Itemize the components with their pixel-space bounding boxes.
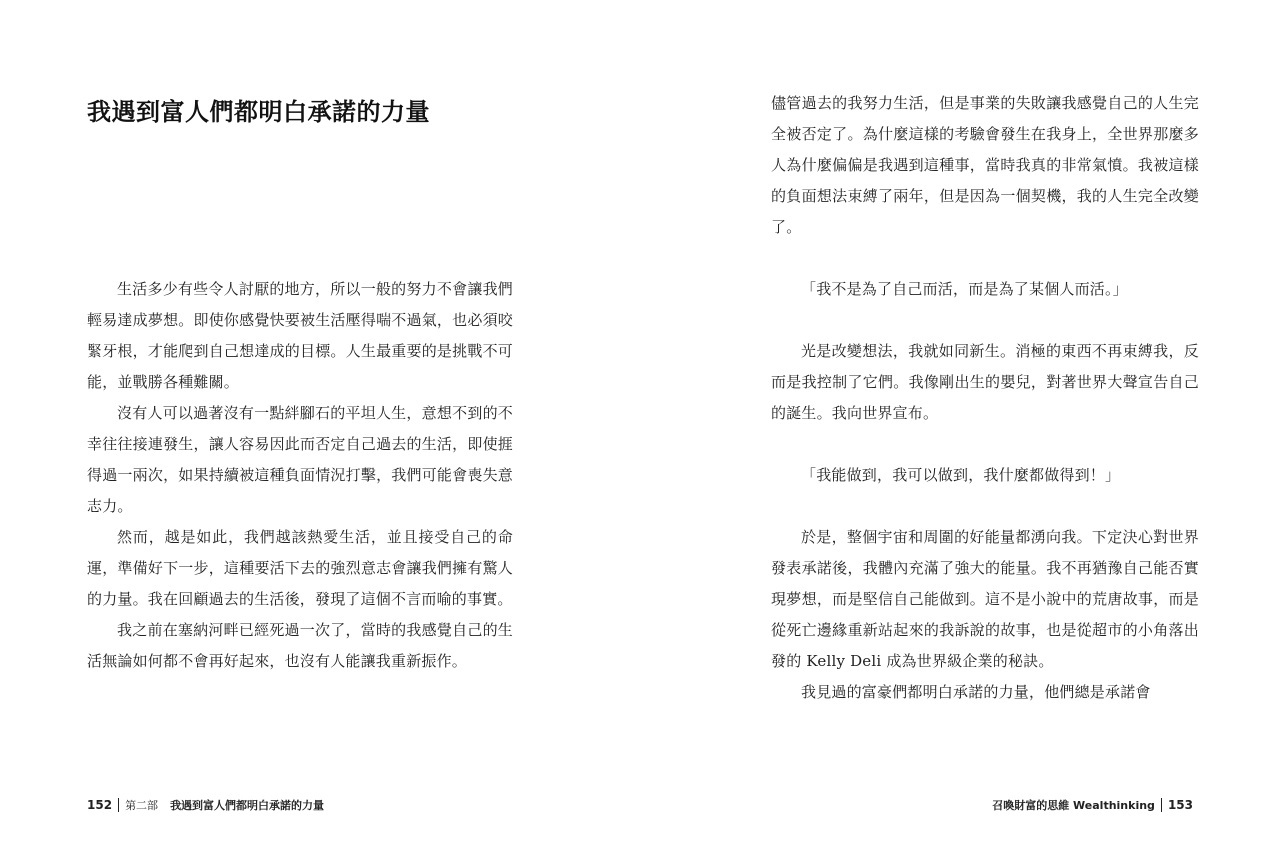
quote: 「我不是為了自己而活，而是為了某個人而活。」 <box>801 280 1128 298</box>
paragraph-gap <box>771 429 1199 460</box>
page-number: 153 <box>1167 798 1193 812</box>
paragraph: 光是改變想法，我就如同新生。消極的東西不再束縛我，反而是我控制了它們。我像剛出生的嬰兒，對著世界大聲宣告自己的誕生。我向世界宣布。 <box>771 342 1199 422</box>
running-title: 我遇到富人們都明白承諾的力量 <box>170 799 325 812</box>
paragraph-gap <box>771 243 1199 274</box>
paragraph: 然而，越是如此，我們越該熱愛生活，並且接受自己的命運，準備好下一步，這種要活下去的強烈意志會讓我們擁有驚人的力量。我在回顧過去的生活後，發現了這個不言而喻的事實。 <box>87 528 513 608</box>
right-page <box>640 0 1281 866</box>
paragraph-gap <box>771 491 1199 522</box>
left-page <box>0 0 640 866</box>
paragraph: 儘管過去的我努力生活，但是事業的失敗讓我感覺自己的人生完全被否定了。為什麼這樣的考驗會發生在我身上，全世界那麼多人為什麼偏偏是我遇到這種事，當時我真的非常氣憤。我被這樣的負面想法束縛了兩年，但是因為一個契機，我的人生完全改變了。 <box>771 94 1199 236</box>
footer-divider <box>1161 798 1162 812</box>
right-body-text <box>771 88 1199 708</box>
chapter-title: 我遇到富人們都明白承諾的力量 <box>87 97 430 126</box>
section-label: 第二部 <box>125 799 159 812</box>
footer-divider <box>118 798 119 812</box>
paragraph-gap <box>771 305 1199 336</box>
quote: 「我能做到，我可以做到，我什麼都做得到！」 <box>801 466 1121 484</box>
paragraph: 於是，整個宇宙和周圍的好能量都湧向我。下定決心對世界發表承諾後，我體內充滿了強大的能量。我不再猶豫自己能否實現夢想，而是堅信自己能做到。這不是小說中的荒唐故事，而是從死亡邊緣重新站起來的我訴說的故事，也是從超市的小角落出發的 Kelly Deli 成為世界級企業的秘訣。 <box>771 528 1199 670</box>
left-footer <box>87 797 324 813</box>
paragraph: 我見過的富豪們都明白承諾的力量，他們總是承諾會 <box>801 683 1151 701</box>
running-title: 召喚財富的思維 Wealthinking <box>992 799 1155 812</box>
paragraph: 我之前在塞納河畔已經死過一次了，當時的我感覺自己的生活無論如何都不會再好起來，也沒有人能讓我重新振作。 <box>87 621 513 670</box>
right-footer <box>992 797 1193 813</box>
paragraph: 沒有人可以過著沒有一點絆腳石的平坦人生，意想不到的不幸往往接連發生，讓人容易因此而否定自己過去的生活，即使捱得過一兩次，如果持續被這種負面情況打擊，我們可能會喪失意志力。 <box>87 404 513 515</box>
left-body-text <box>87 274 513 677</box>
page-number: 152 <box>87 798 113 812</box>
paragraph: 生活多少有些令人討厭的地方，所以一般的努力不會讓我們輕易達成夢想。即使你感覺快要被生活壓得喘不過氣，也必須咬緊牙根，才能爬到自己想達成的目標。人生最重要的是挑戰不可能，並戰勝各種難關。 <box>87 280 513 391</box>
